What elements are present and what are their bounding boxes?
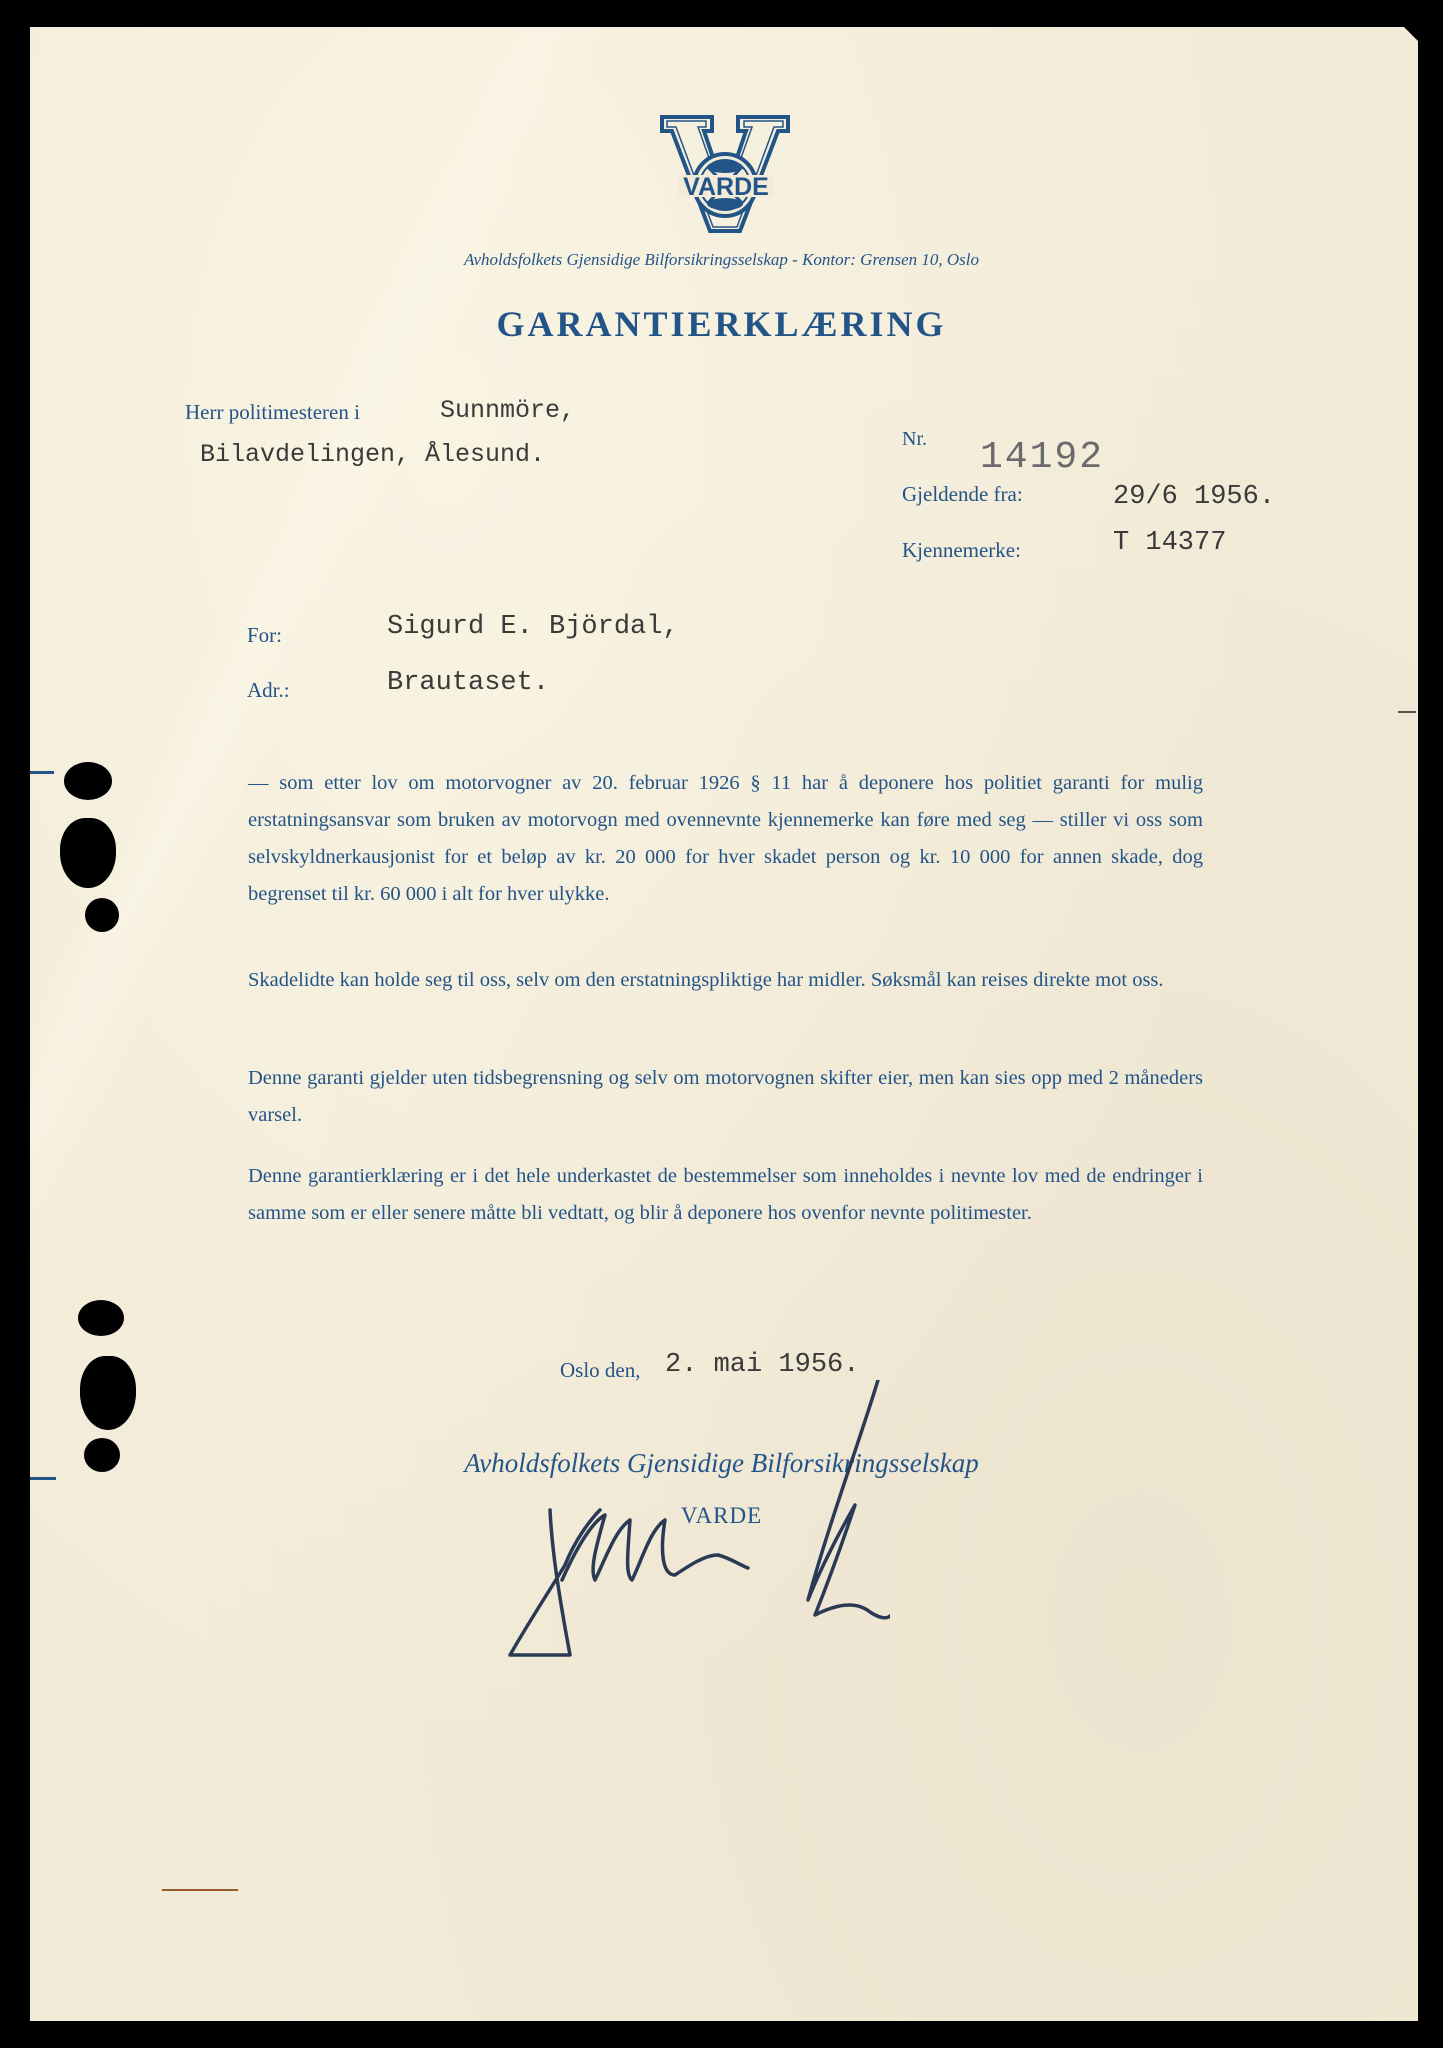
nr-value: 14192 <box>980 436 1105 479</box>
recipient-department: Bilavdelingen, Ålesund. <box>200 440 546 469</box>
punch-hole <box>78 1300 124 1336</box>
torn-corner <box>1404 27 1418 41</box>
registration-label: Kjennemerke: <box>902 538 1021 562</box>
punch-hole <box>60 818 116 888</box>
pencil-mark <box>162 1889 238 1891</box>
handwritten-signature <box>490 1380 890 1660</box>
insured-for-label: For: <box>247 623 283 647</box>
letterhead-address: Avholdsfolkets Gjensidige Bilforsikringsselskap - Kontor: Grensen 10, Oslo <box>464 250 979 269</box>
recipient-district: Sunnmöre, <box>440 396 576 425</box>
valid-from-value: 29/6 1956. <box>1113 482 1276 512</box>
body-paragraph: — som etter lov om motorvogner av 20. februar 1926 § 11 har å deponere hos politiet garanti for mulig erstatningsansvar som bruken av motorvogn med ovennevnte kjennemerke kan føre med seg — stiller vi oss som selvskyldnerkausjonist for et beløp av kr. 20 000 for hver skadet person og kr. 10 000 for annen skade, dog begrenset til kr. 60 000 i alt for hver ulykke. <box>248 772 1203 905</box>
logo-text: VARDE <box>683 173 769 201</box>
fold-mark <box>30 771 54 774</box>
signature-company-short: VARDE <box>680 1503 763 1528</box>
document-title: GARANTIERKLÆRING <box>496 304 947 344</box>
body-paragraph: Denne garantierklæring er i det hele underkastet de bestemmelser som inneholdes i nevnte lov med de endringer i samme som er eller senere måtte bli vedtatt, og blir å deponere hos ovenfor nevnte politimester. <box>248 1165 1203 1224</box>
closing-date: 2. mai 1956. <box>665 1350 860 1380</box>
body-paragraph: Denne garanti gjelder uten tidsbegrensning og selv om motorvognen skifter eier, men kan sies opp med 2 måneders varsel. <box>248 1067 1203 1126</box>
punch-hole <box>85 898 119 932</box>
insured-address: Brautaset. <box>387 668 550 698</box>
body-paragraph: Skadelidte kan holde seg til oss, selv om den erstatningspliktige har midler. Søksmål kan reises direkte mot oss. <box>248 969 1164 991</box>
nr-label: Nr. <box>902 428 927 450</box>
punch-hole <box>64 762 112 800</box>
valid-from-label: Gjeldende fra: <box>902 482 1023 506</box>
varde-logo <box>660 115 790 235</box>
signature-company: Avholdsfolkets Gjensidige Bilforsikringsselskap <box>464 1448 979 1478</box>
recipient-label: Herr politimesteren i <box>185 400 360 424</box>
place-label: Oslo den, <box>560 1358 641 1382</box>
punch-hole <box>80 1356 136 1430</box>
registration-value: T 14377 <box>1113 528 1227 558</box>
insured-name: Sigurd E. Björdal, <box>387 612 679 642</box>
insured-address-label: Adr.: <box>247 678 290 702</box>
pencil-mark <box>1398 711 1416 713</box>
